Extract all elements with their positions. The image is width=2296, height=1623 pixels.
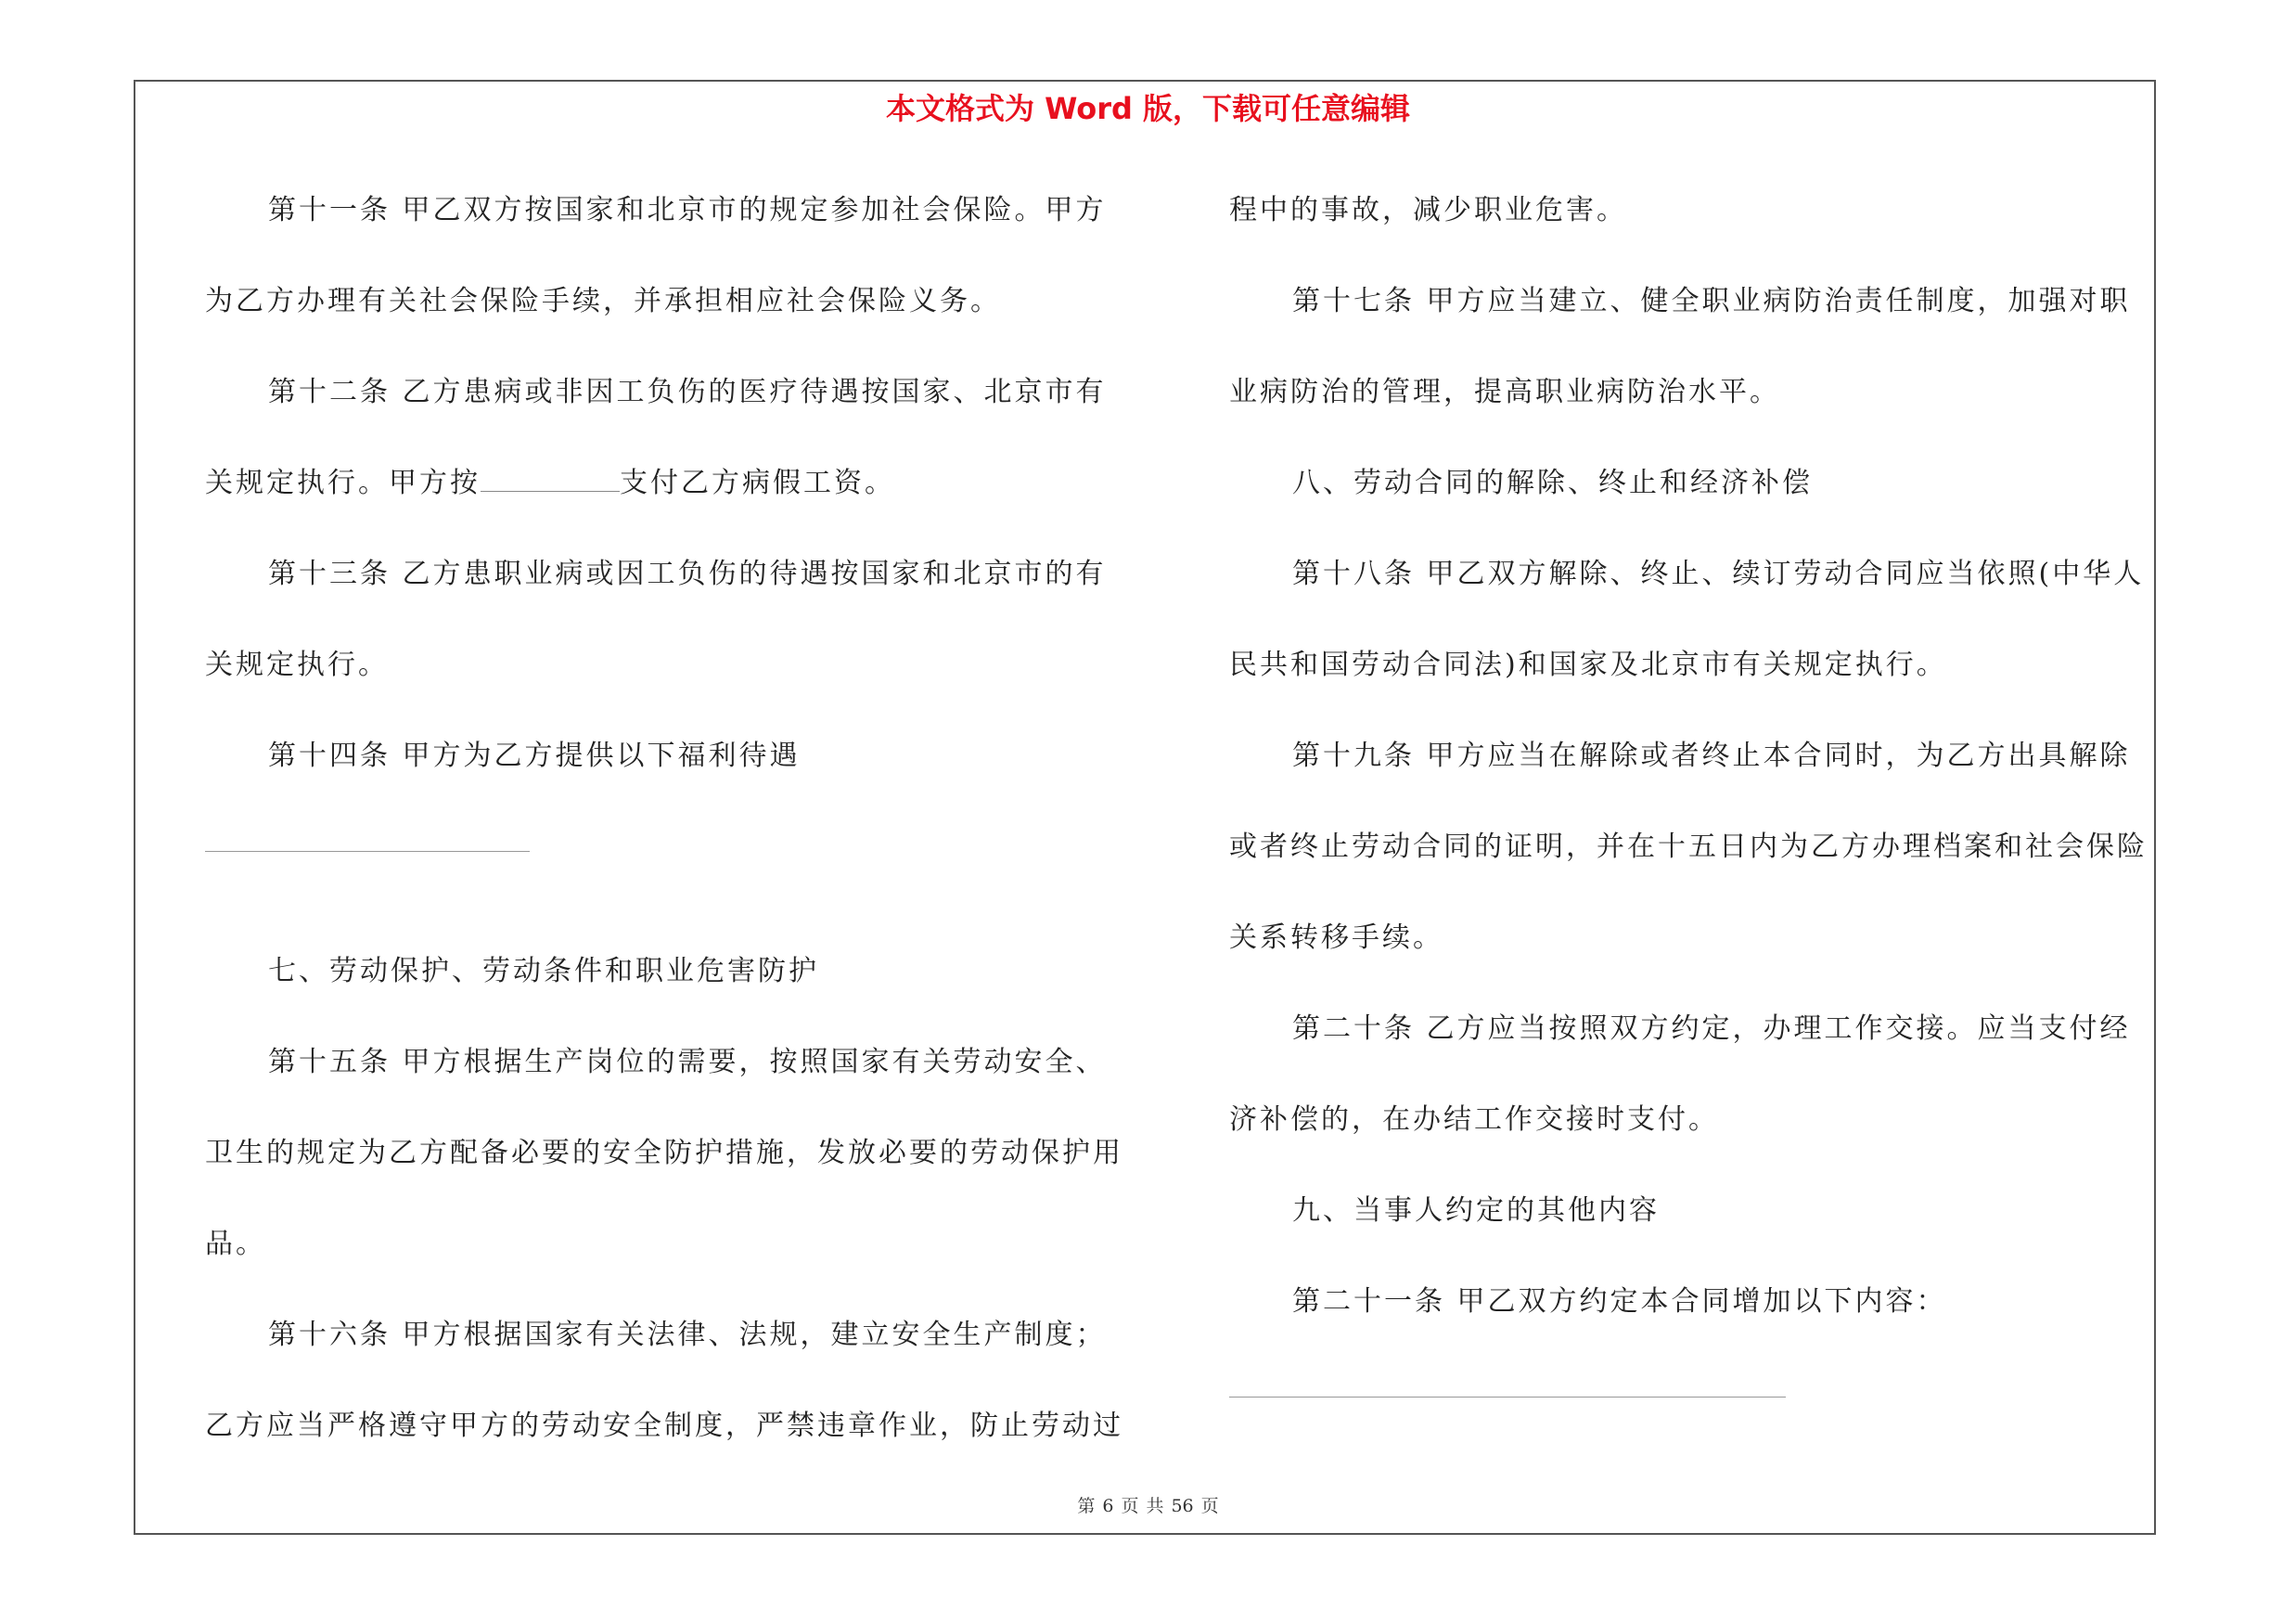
paragraph-text: 支付乙方病假工资。 <box>620 467 895 499</box>
section-heading: 九、当事人约定的其他内容 <box>1292 1194 1660 1227</box>
paragraph-line: 第十六条 甲方根据国家有关法律、法规，建立安全生产制度； <box>268 1319 1107 1351</box>
paragraph-line: 为乙方办理有关社会保险手续，并承担相应社会保险义务。 <box>205 285 1001 317</box>
paragraph-line: 第十三条 乙方患职业病或因工负伤的待遇按国家和北京市的有 <box>268 558 1107 590</box>
left-column <box>205 181 1123 1488</box>
paragraph-line: 第十一条 甲乙双方按国家和北京市的规定参加社会保险。甲方 <box>268 194 1107 226</box>
paragraph-line: 或者终止劳动合同的证明，并在十五日内为乙方办理档案和社会保险 <box>1229 831 2148 863</box>
paragraph-line: 业病防治的管理，提高职业病防治水平。 <box>1229 376 1780 408</box>
paragraph-line: 程中的事故，减少职业危害。 <box>1229 194 1627 226</box>
total-pages: 56 <box>1171 1496 1194 1516</box>
section-heading: 七、劳动保护、劳动条件和职业危害防护 <box>268 955 819 987</box>
paragraph-line: 卫生的规定为乙方配备必要的安全防护措施，发放必要的劳动保护用 <box>205 1137 1123 1169</box>
paragraph-line-with-blank <box>205 454 1123 545</box>
page-label: 第 <box>1077 1496 1096 1516</box>
section-heading: 八、劳动合同的解除、终止和经济补偿 <box>1292 467 1813 499</box>
paragraph-line: 第二十条 乙方应当按照双方约定，办理工作交接。应当支付经 <box>1292 1012 2131 1045</box>
paragraph-line: 第十五条 甲方根据生产岗位的需要，按照国家有关劳动安全、 <box>268 1046 1107 1078</box>
paragraph-text: 关规定执行。甲方按 <box>205 467 481 499</box>
fill-in-line-container <box>205 851 1123 942</box>
paragraph-line: 第十二条 乙方患病或非因工负伤的医疗待遇按国家、北京市有 <box>268 376 1107 408</box>
paragraph-line: 民共和国劳动合同法)和国家及北京市有关规定执行。 <box>1229 649 1947 681</box>
paragraph-line: 第十七条 甲方应当建立、健全职业病防治责任制度，加强对职 <box>1292 285 2131 317</box>
paragraph-line: 第十八条 甲乙双方解除、终止、续订劳动合同应当依照(中华人 <box>1292 558 2145 590</box>
fill-in-line <box>205 851 530 852</box>
page-number: 6 <box>1102 1496 1114 1516</box>
paragraph-line: 乙方应当严格遵守甲方的劳动安全制度，严禁违章作业，防止劳动过 <box>205 1410 1123 1442</box>
page-number-footer <box>0 1492 2296 1517</box>
fill-in-line-container <box>1229 1397 2152 1488</box>
total-label: 共 <box>1146 1496 1164 1516</box>
total-unit: 页 <box>1200 1496 1219 1516</box>
paragraph-line: 第二十一条 甲乙双方约定本合同增加以下内容： <box>1292 1285 1947 1318</box>
paragraph-line: 关系转移手续。 <box>1229 921 1443 954</box>
paragraph-line: 品。 <box>205 1228 266 1260</box>
fill-in-line <box>1229 1397 1786 1398</box>
fill-in-blank <box>481 465 620 492</box>
editable-notice-banner: 本文格式为 Word 版，下载可任意编辑 <box>885 91 1411 126</box>
paragraph-line: 关规定执行。 <box>205 649 389 681</box>
paragraph-line: 济补偿的，在办结工作交接时支付。 <box>1229 1103 1719 1136</box>
page-unit: 页 <box>1121 1496 1139 1516</box>
paragraph-line: 第十九条 甲方应当在解除或者终止本合同时，为乙方出具解除 <box>1292 740 2131 772</box>
right-column <box>1229 181 2152 1488</box>
paragraph-line: 第十四条 甲方为乙方提供以下福利待遇 <box>268 740 801 772</box>
